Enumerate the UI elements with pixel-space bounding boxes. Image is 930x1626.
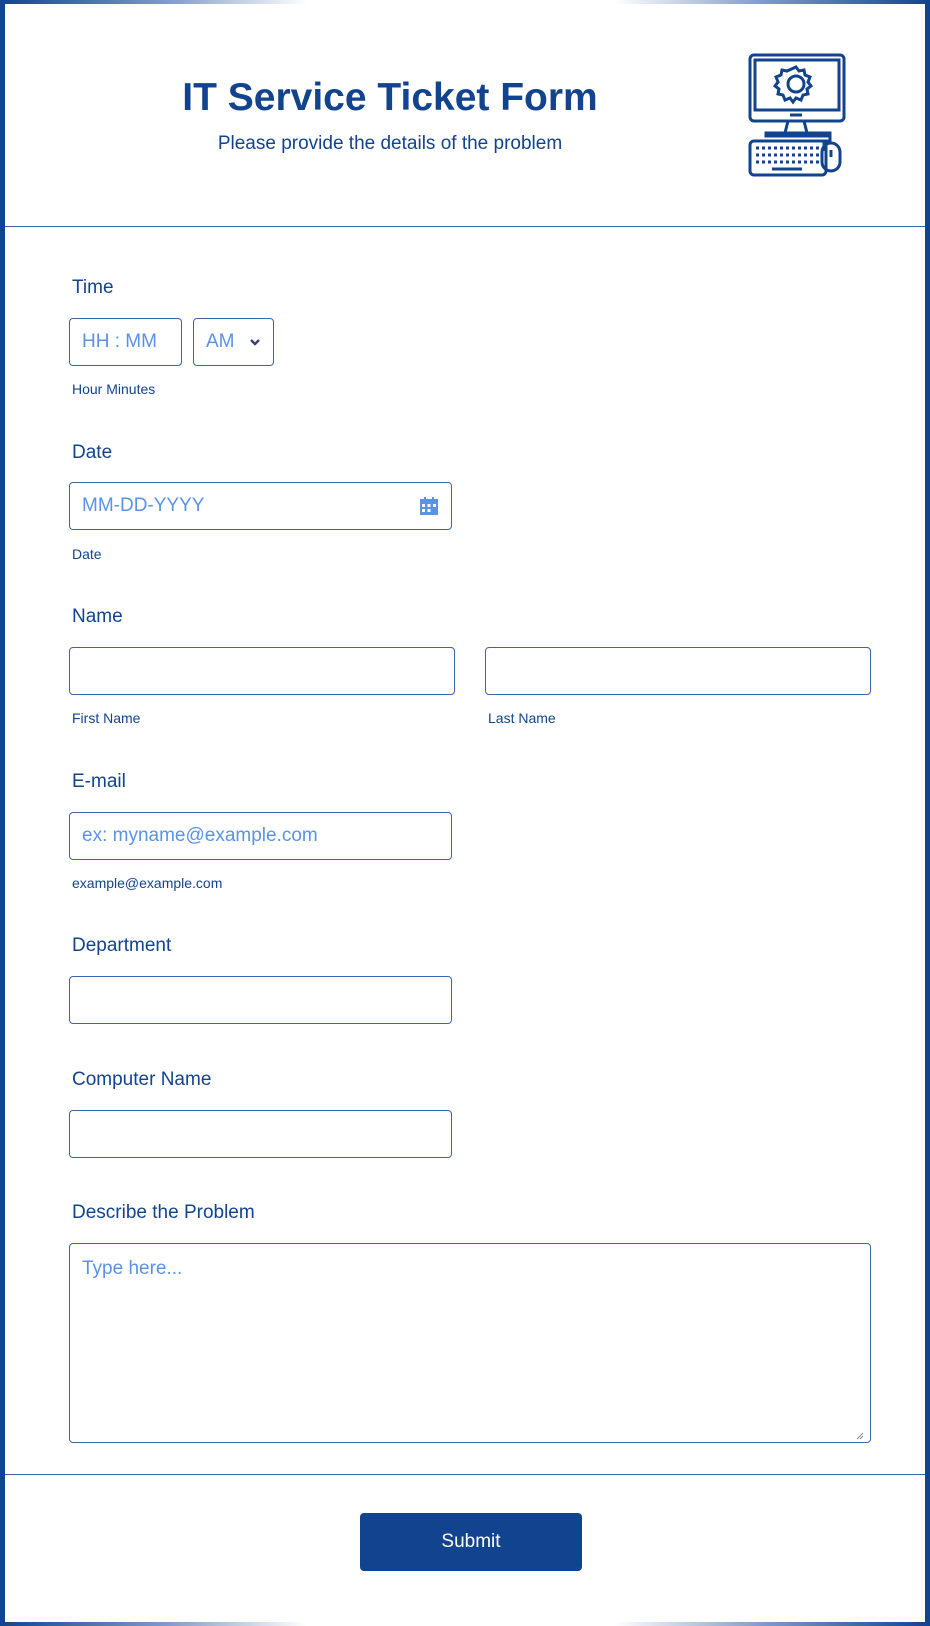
computer-gear-icon xyxy=(748,53,848,178)
email-sublabel: example@example.com xyxy=(72,875,223,891)
page-subtitle: Please provide the details of the problem xyxy=(217,133,563,154)
date-input[interactable] xyxy=(69,482,452,530)
time-label: Time xyxy=(72,277,114,298)
ampm-value: AM xyxy=(206,331,235,352)
last-name-input[interactable] xyxy=(485,647,871,695)
first-name-input[interactable] xyxy=(69,647,455,695)
date-sublabel: Date xyxy=(72,546,102,562)
email-label: E-mail xyxy=(72,771,126,792)
department-label: Department xyxy=(72,935,172,956)
problem-label: Describe the Problem xyxy=(72,1202,255,1223)
frame-border-left xyxy=(0,0,5,1626)
computer-name-input[interactable] xyxy=(69,1110,452,1158)
department-input[interactable] xyxy=(69,976,452,1024)
time-input[interactable] xyxy=(69,318,182,366)
footer-divider xyxy=(5,1474,925,1475)
date-label: Date xyxy=(72,442,113,463)
name-label: Name xyxy=(72,606,123,627)
calendar-icon[interactable] xyxy=(419,496,439,516)
last-name-sublabel: Last Name xyxy=(488,710,556,726)
frame-border-top xyxy=(0,0,930,4)
email-input[interactable] xyxy=(69,812,452,860)
date-placeholder: MM-DD-YYYY xyxy=(82,495,205,516)
ampm-select[interactable] xyxy=(193,318,274,366)
page-title: IT Service Ticket Form xyxy=(182,76,598,119)
problem-textarea[interactable] xyxy=(69,1243,871,1443)
resize-handle-icon[interactable] xyxy=(856,1432,864,1440)
time-sublabel: Hour Minutes xyxy=(72,381,156,397)
submit-button[interactable]: Submit xyxy=(360,1513,582,1571)
header-divider xyxy=(5,226,925,227)
computer-name-label: Computer Name xyxy=(72,1069,212,1090)
first-name-sublabel: First Name xyxy=(72,710,141,726)
chevron-down-icon xyxy=(249,338,261,346)
frame-border-bottom xyxy=(0,1622,930,1626)
frame-border-right xyxy=(925,0,930,1626)
